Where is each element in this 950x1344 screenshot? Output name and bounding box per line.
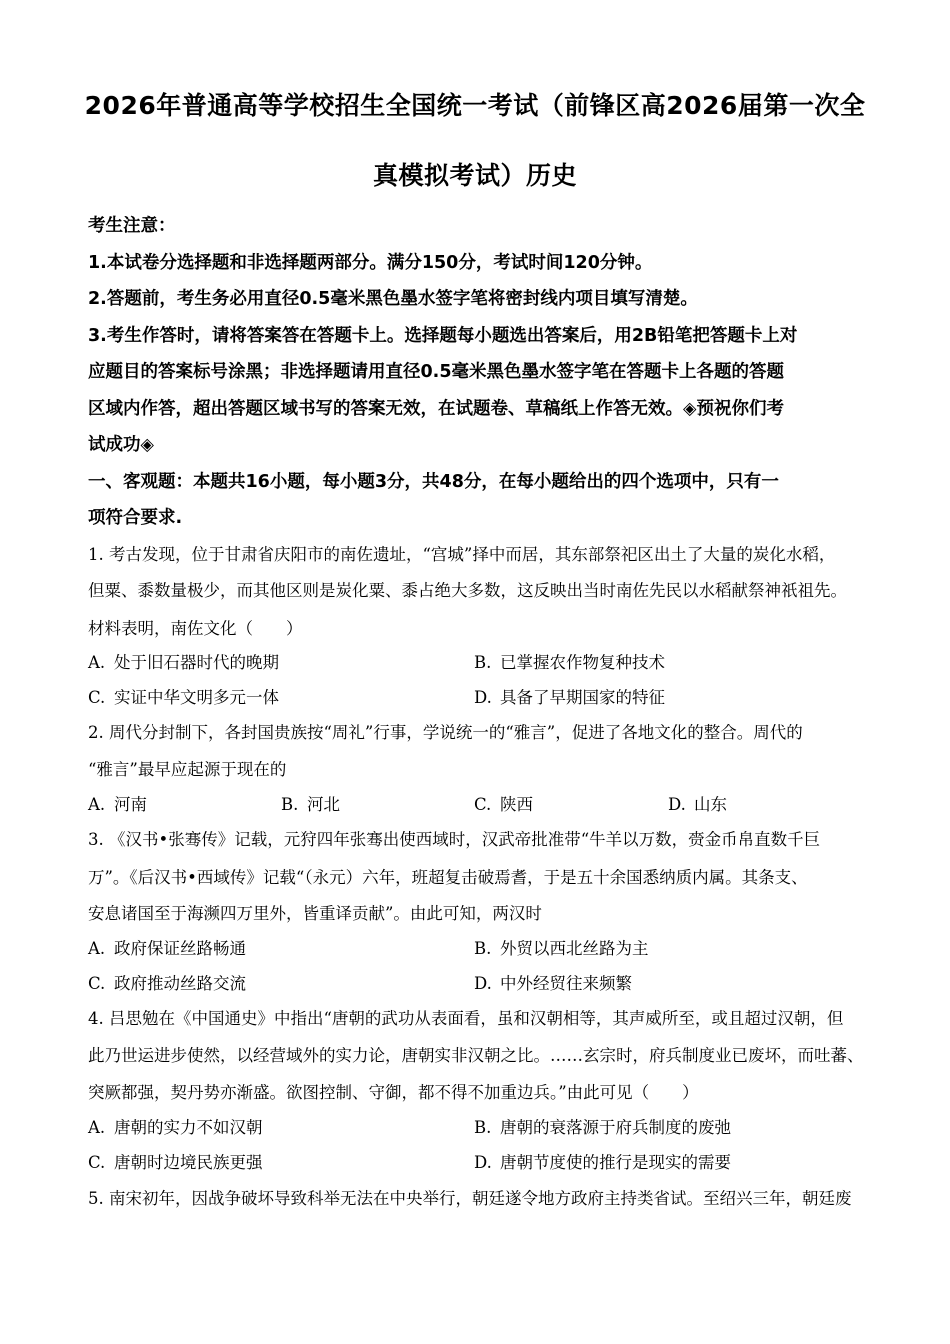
question-2-stem: 2. 周代分封制下，各封国贵族按“周礼”行事，学说统一的“雅言”，促进了各地文化的整合。周代的 — [88, 723, 803, 742]
question-3-stem: 3. 《汉书•张骞传》记载，元狩四年张骞出使西域时，汉武帝批准带“牛羊以万数，赍金币帛直数千巨 — [88, 830, 821, 849]
question-1-option-d[interactable]: D. 具备了早期国家的特征 — [474, 688, 665, 707]
question-2-stem: “雅言”最早应起源于现在的 — [88, 760, 287, 779]
question-4-option-a[interactable]: A. 唐朝的实力不如汉朝 — [88, 1118, 263, 1137]
question-4-stem: 4. 吕思勉在《中国通史》中指出“唐朝的武功从表面看，虽和汉朝相等，其声威所至，或且超过汉朝，但 — [88, 1009, 844, 1028]
exam-title-line-1: 2026年普通高等学校招生全国统一考试（前锋区高2026届第一次全 — [84, 91, 866, 120]
question-4-option-c[interactable]: C. 唐朝时边境民族更强 — [88, 1153, 263, 1172]
question-3-stem: 安息诸国至于海濒四万里外，皆重译贡献”。由此可知，两汉时 — [88, 904, 542, 923]
question-1-option-a[interactable]: A. 处于旧石器时代的晚期 — [88, 653, 279, 672]
question-2-option-c[interactable]: C. 陕西 — [474, 795, 533, 814]
question-3-option-b[interactable]: B. 外贸以西北丝路为主 — [474, 939, 649, 958]
question-1-stem: 但粟、黍数量极少，而其他区则是炭化粟、黍占绝大多数，这反映出当时南佐先民以水稻献祭神祇祖先。 — [88, 581, 847, 600]
question-4-option-d[interactable]: D. 唐朝节度使的推行是现实的需要 — [474, 1153, 731, 1172]
question-3-option-a[interactable]: A. 政府保证丝路畅通 — [88, 939, 246, 958]
question-1-option-b[interactable]: B. 已掌握农作物复种技术 — [474, 653, 665, 672]
question-4-option-b[interactable]: B. 唐朝的衰落源于府兵制度的废弛 — [474, 1118, 731, 1137]
question-1-option-c[interactable]: C. 实证中华文明多元一体 — [88, 688, 279, 707]
question-2-option-b[interactable]: B. 河北 — [281, 795, 340, 814]
question-2-option-a[interactable]: A. 河南 — [88, 795, 147, 814]
question-3-stem: 万”。《后汉书•西域传》记载“（永元）六年，班超复击破焉耆，于是五十余国悉纳质内属。其条支、 — [88, 868, 808, 887]
notice-line: 区域内作答，超出答题区域书写的答案无效，在试题卷、草稿纸上作答无效。◈预祝你们考 — [88, 399, 784, 419]
question-5-stem: 5. 南宋初年，因战争破坏导致科举无法在中央举行，朝廷遂令地方政府主持类省试。至绍兴三年，朝廷废 — [88, 1189, 852, 1208]
section-heading: 一、客观题：本题共16小题，每小题3分，共48分，在每小题给出的四个选项中，只有一 — [88, 472, 779, 492]
question-4-stem: 此乃世运进步使然，以经营域外的实力论，唐朝实非汉朝之比。……玄宗时，府兵制度业已废坏，而吐蕃、 — [88, 1046, 864, 1065]
question-2-option-d[interactable]: D. 山东 — [668, 795, 727, 814]
notice-line: 1.本试卷分选择题和非选择题两部分。满分150分，考试时间120分钟。 — [88, 253, 653, 273]
notice-line: 2.答题前，考生务必用直径0.5毫米黑色墨水签字笔将密封线内项目填写清楚。 — [88, 289, 698, 309]
notice-line: 试成功◈ — [88, 435, 154, 455]
question-1-stem: 材料表明，南佐文化（ ） — [88, 619, 303, 638]
notice-heading: 考生注意： — [88, 216, 176, 236]
question-1-stem: 1. 考古发现，位于甘肃省庆阳市的南佐遗址，“宫城”择中而居，其东部祭祀区出土了大量的炭化水稻， — [88, 545, 836, 564]
notice-line: 3.考生作答时，请将答案答在答题卡上。选择题每小题选出答案后，用2B铅笔把答题卡上对 — [88, 326, 798, 346]
notice-line: 应题目的答案标号涂黑；非选择题请用直径0.5毫米黑色墨水签字笔在答题卡上各题的答题 — [88, 362, 784, 382]
section-heading: 项符合要求. — [88, 508, 183, 528]
question-3-option-c[interactable]: C. 政府推动丝路交流 — [88, 974, 246, 993]
question-3-option-d[interactable]: D. 中外经贸往来频繁 — [474, 974, 632, 993]
exam-title-line-2: 真模拟考试）历史 — [372, 161, 577, 190]
question-4-stem: 突厥都强，契丹势亦渐盛。欲图控制、守御，都不得不加重边兵。”由此可见（ ） — [88, 1083, 699, 1102]
